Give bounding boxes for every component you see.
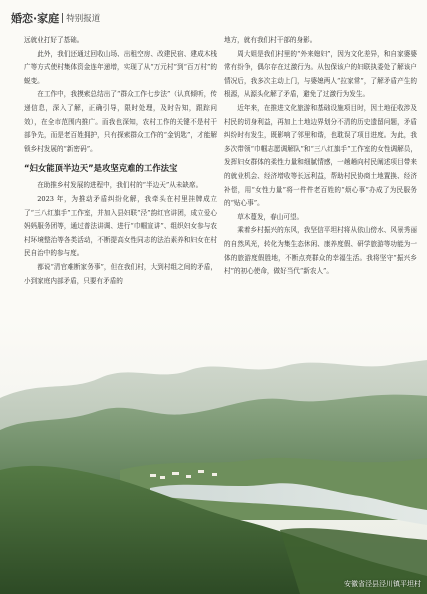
paragraph: 乘着乡村振兴的东风，我坚信平坦村将从依山傍水、风景秀丽的自然风光，转化为集生态休闲、康养度假、研学旅游等功能为一体的旅游度假胜地，不断点亮群众的幸福生活。我将坚守“振兴乡村”的初心使命，做好当代“新农人”。 bbox=[224, 226, 417, 276]
photo-credit: 安徽省泾县泾川镇平坦村 bbox=[344, 580, 421, 588]
paragraph: 在助推乡村发展的进程中，我们村的“半边天”从未缺席。 bbox=[37, 181, 203, 190]
paragraph: 周大姐是我们村里的“外来媳妇”，因为文化差异，和自家婆婆常有纷争，偶尔存在过激行为。从包保该户的妇联执委处了解该户情况后，我多次主动上门，与婆媳两人“拉家常”，了解矛盾产生的根源，从源头化解了矛盾，避免了过激行为发生。 bbox=[224, 49, 417, 99]
paragraph: 远就业打好了基础。 bbox=[24, 36, 84, 44]
paragraph: 近年来，在推进文化旅游和基础设施项目时，因土地征收涉及村民的切身利益，再加上土地边界划分不清的历史遗留问题，矛盾纠纷时有发生，既影响了邻里和谐，也耽误了项目进度。为此，我多次带领“巾帼志愿调解队”和“三八红旗手”工作室的女性调解员，发挥妇女群体的柔性力量和细腻情感，一趟趟向村民阐述项目带来的就业机会、经济增收等长远利益，帮助村民协商土地置换、经济补偿，用“女性力量”将一件件老百姓的“烦心事”办成了为民服务的“贴心事”。 bbox=[224, 103, 417, 208]
page-header bbox=[11, 10, 100, 26]
section-category: 婚恋·家庭 bbox=[11, 12, 60, 25]
paragraph: 草木蔓发，春山可望。 bbox=[237, 212, 304, 221]
left-column bbox=[24, 34, 217, 288]
header-divider bbox=[62, 13, 63, 23]
paragraph: 2023 年，为推动矛盾纠纷化解，我牵头在村里挂牌成立了“三八红旗手”工作室，并加入县妇联“泾”韵红官讲团，成立爱心妈妈服务团等，通过普法讲调、进行“巾帼宣讲”、组织妇女参与农村环境整治等各类活动，不断提高女性同志的法治素养和妇女在村民自治中的参与度。 bbox=[24, 194, 217, 258]
paragraph: 都说“清官难断家务事”，但在我们村，大到村组之间的矛盾，小到家庭内部矛盾，只要有矛盾的 bbox=[24, 262, 217, 285]
paragraph: 此外，我们还通过回收山场、出租空房、改建民宿、建成木栈广等方式使村集体资金连年递增，实现了从“万元村”到“百万村”的蜕变。 bbox=[24, 49, 217, 85]
section-heading: “妇女能顶半边天”是攻坚克难的工作法宝 bbox=[24, 163, 178, 174]
right-column bbox=[224, 34, 417, 279]
landscape-photo bbox=[0, 320, 427, 594]
section-label: 特别报道 bbox=[66, 14, 101, 24]
paragraph: 地方，就有我们村干部的身影。 bbox=[224, 36, 317, 44]
paragraph: 在工作中，我摸索总结出了“群众工作七步法”（认真倾听，传递信息，深入了解，正确引导，限时处理，及时告知，跟踪问效），在全市范围内推广。而我也深知，农村工作的关键不是村干部争先，而是老百姓拥护，只有探索群众工作的“金钥匙”，才能解锁乡村发展的“新密码”。 bbox=[24, 90, 217, 153]
